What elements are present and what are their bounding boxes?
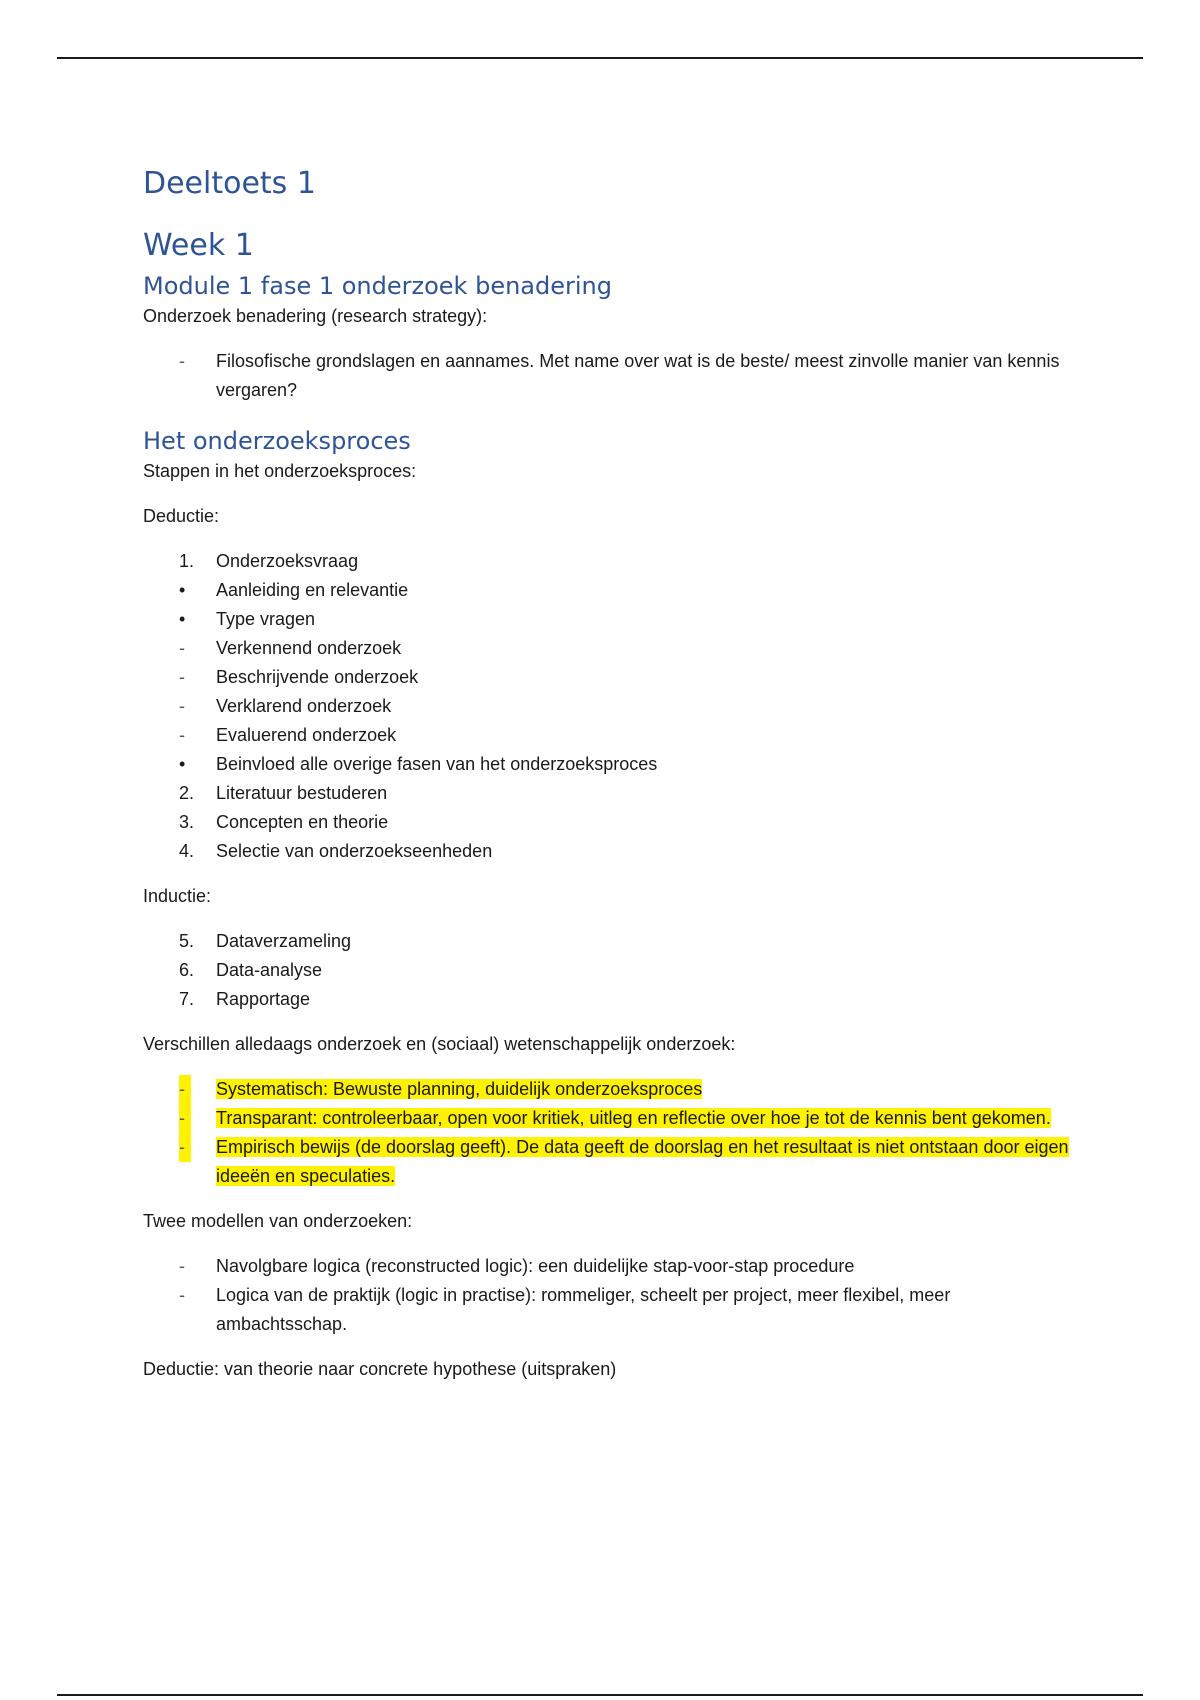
list-marker: 6. xyxy=(179,960,195,980)
list-item-text: Verklarend onderzoek xyxy=(216,696,392,716)
list-item-text: Onderzoeksvraag xyxy=(216,551,359,571)
highlighted-list-item xyxy=(143,1075,1073,1104)
bottom-rule xyxy=(57,1694,1143,1696)
inductie-label: Inductie: xyxy=(143,886,212,906)
list-item xyxy=(143,985,1073,1014)
modellen-intro: Twee modellen van onderzoeken: xyxy=(143,1211,413,1231)
list-item-text: Type vragen xyxy=(216,609,316,629)
list-item-text: Data-analyse xyxy=(216,960,323,980)
list-item xyxy=(143,1252,1073,1281)
process-heading: Het onderzoeksproces xyxy=(143,427,411,455)
dash-marker: - xyxy=(179,638,185,658)
list-item-text: Literatuur bestuderen xyxy=(216,783,388,803)
list-item xyxy=(143,547,1073,576)
highlighted-text: Transparant: controleerbaar, open voor kritiek, uitleg en reflectie over hoe je tot de kennis bent gekomen. xyxy=(216,1108,1051,1128)
list-item-text: Beschrijvende onderzoek xyxy=(216,667,419,687)
list-item xyxy=(143,721,1073,750)
list-item xyxy=(143,634,1073,663)
list-item-text: Filosofische grondslagen en aannames. Met name over wat is de beste/ meest zinvolle manier van kennis vergaren? xyxy=(216,351,1060,400)
list-item-text: Navolgbare logica (reconstructed logic): een duidelijke stap-voor-stap procedure xyxy=(216,1256,855,1276)
top-rule xyxy=(57,57,1143,59)
list-item-text: Rapportage xyxy=(216,989,311,1009)
list-marker: 5. xyxy=(179,931,195,951)
list-item xyxy=(143,347,1073,405)
highlighted-list-item xyxy=(143,1104,1073,1133)
verschillen-intro: Verschillen alledaags onderzoek en (sociaal) wetenschappelijk onderzoek: xyxy=(143,1034,736,1054)
bullet-marker: • xyxy=(179,580,186,600)
list-item xyxy=(143,605,1073,634)
module-intro: Onderzoek benadering (research strategy): xyxy=(143,306,488,326)
list-item-text: Evaluerend onderzoek xyxy=(216,725,397,745)
list-item-text: Logica van de praktijk (logic in practise): rommeliger, scheelt per project, meer flexibel, meer ambachtsschap. xyxy=(216,1285,951,1334)
dash-marker: - xyxy=(179,1104,191,1133)
list-marker: 1. xyxy=(179,551,195,571)
list-item xyxy=(143,956,1073,985)
highlighted-text: Systematisch: Bewuste planning, duidelijk onderzoeksproces xyxy=(216,1079,703,1099)
dash-marker: - xyxy=(179,725,185,745)
verschillen-list xyxy=(143,1075,1073,1191)
list-item xyxy=(143,576,1073,605)
list-item xyxy=(143,1281,1073,1339)
modellen-list xyxy=(143,1252,1073,1339)
dash-marker: - xyxy=(179,696,185,716)
highlighted-list-item xyxy=(143,1133,1073,1191)
process-intro: Stappen in het onderzoeksproces: xyxy=(143,461,417,481)
list-item xyxy=(143,837,1073,866)
dash-marker: - xyxy=(179,1075,191,1104)
list-marker: 4. xyxy=(179,841,195,861)
dash-marker: - xyxy=(179,1285,185,1305)
list-item xyxy=(143,927,1073,956)
list-marker: 3. xyxy=(179,812,195,832)
bullet-marker: • xyxy=(179,609,186,629)
list-item xyxy=(143,663,1073,692)
list-item xyxy=(143,750,1073,779)
dash-marker: - xyxy=(179,1133,191,1162)
list-item xyxy=(143,808,1073,837)
list-item xyxy=(143,779,1073,808)
document-body xyxy=(143,160,1073,1384)
bullet-marker: • xyxy=(179,754,186,774)
module-list xyxy=(143,347,1073,405)
dash-marker: - xyxy=(179,667,185,687)
highlighted-text: Empirisch bewijs (de doorslag geeft). De data geeft de doorslag en het resultaat is niet ontstaan door eigen ideeën en speculaties. xyxy=(216,1137,1069,1186)
list-marker: 7. xyxy=(179,989,195,1009)
list-item-text: Selectie van onderzoekseenheden xyxy=(216,841,493,861)
list-item-text: Concepten en theorie xyxy=(216,812,389,832)
list-marker: 2. xyxy=(179,783,195,803)
document-title: Deeltoets 1 xyxy=(143,166,316,201)
module-heading: Module 1 fase 1 onderzoek benadering xyxy=(143,272,612,300)
deductie-label: Deductie: xyxy=(143,506,220,526)
list-item xyxy=(143,692,1073,721)
inductie-list xyxy=(143,927,1073,1014)
list-item-text: Beinvloed alle overige fasen van het onderzoeksproces xyxy=(216,754,658,774)
dash-marker: - xyxy=(179,1256,185,1276)
list-item-text: Dataverzameling xyxy=(216,931,352,951)
list-item-text: Aanleiding en relevantie xyxy=(216,580,409,600)
closing-line: Deductie: van theorie naar concrete hypothese (uitspraken) xyxy=(143,1359,617,1379)
week-heading: Week 1 xyxy=(143,228,254,263)
deductie-list xyxy=(143,547,1073,866)
dash-marker: - xyxy=(179,351,185,371)
list-item-text: Verkennend onderzoek xyxy=(216,638,402,658)
